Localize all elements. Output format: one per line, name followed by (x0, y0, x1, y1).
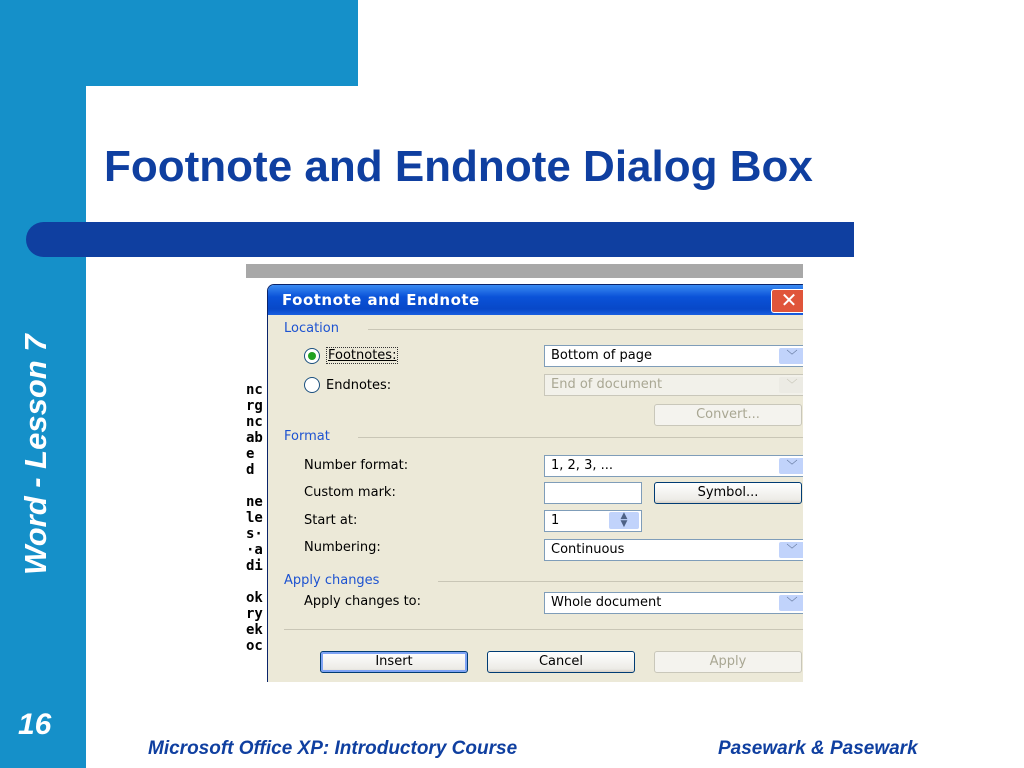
numbering-label: Numbering: (304, 540, 381, 555)
dialog-title: Footnote and Endnote (282, 291, 480, 309)
apply-to-value: Whole document (551, 595, 662, 610)
apply-group-label: Apply changes (284, 573, 387, 588)
close-icon[interactable]: ✕ (771, 289, 803, 313)
document-text-line: ek (246, 622, 263, 638)
footnote-endnote-dialog (267, 284, 803, 682)
document-text-line: ·a (246, 542, 263, 558)
number-format-label: Number format: (304, 458, 409, 473)
background-window-strip (246, 264, 803, 278)
location-group-rule (368, 329, 803, 330)
endnotes-location-value: End of document (551, 377, 663, 392)
chevron-down-icon[interactable]: ﹀ (779, 377, 803, 393)
endnotes-label: Endnotes: (326, 377, 392, 393)
start-at-value: 1 (551, 513, 560, 528)
footnotes-radio-row[interactable] (304, 347, 398, 364)
number-format-select[interactable] (544, 455, 803, 477)
footnotes-radio[interactable] (304, 348, 320, 364)
document-text-line: ry (246, 606, 263, 622)
footnotes-location-value: Bottom of page (551, 348, 652, 363)
apply-button[interactable]: Apply (654, 651, 802, 673)
format-group-label: Format (284, 429, 338, 444)
spinner-arrows-icon[interactable]: ▲ ▼ (609, 512, 639, 529)
document-text-line: s· (246, 526, 263, 542)
page-title: Footnote and Endnote Dialog Box (104, 142, 813, 191)
side-label: Word - Lesson 7 (18, 334, 53, 575)
start-at-label: Start at: (304, 513, 358, 528)
slide-number: 16 (18, 708, 52, 741)
endnotes-radio[interactable] (304, 377, 320, 393)
custom-mark-label: Custom mark: (304, 485, 396, 500)
format-group-rule (358, 437, 803, 438)
custom-mark-input[interactable] (544, 482, 642, 504)
footnotes-label (326, 347, 398, 364)
dialog-divider (284, 629, 803, 630)
top-band (0, 0, 358, 86)
document-text-line: ab (246, 430, 263, 446)
footer-course: Microsoft Office XP: Introductory Course (148, 738, 518, 759)
footnotes-location-select[interactable] (544, 345, 803, 367)
document-text-line: rg (246, 398, 263, 414)
document-text-line: d (246, 462, 255, 478)
footnotes-label-text: Footnotes: (328, 348, 397, 363)
chevron-down-icon[interactable]: ﹀ (779, 542, 803, 558)
endnotes-location-select[interactable] (544, 374, 803, 396)
document-text-line: ne (246, 494, 263, 510)
document-text-line: oc (246, 638, 263, 654)
convert-button[interactable]: Convert... (654, 404, 802, 426)
apply-to-select[interactable] (544, 592, 803, 614)
dialog-titlebar[interactable] (268, 285, 803, 315)
numbering-value: Continuous (551, 542, 625, 557)
document-text-line: e (246, 446, 255, 462)
numbering-select[interactable] (544, 539, 803, 561)
start-at-input[interactable] (544, 510, 642, 532)
document-text-line: le (246, 510, 263, 526)
document-text-line: di (246, 558, 263, 574)
document-text-line: nc (246, 382, 263, 398)
document-text-line: ok (246, 590, 263, 606)
footer-authors: Pasewark & Pasewark (718, 738, 918, 759)
chevron-down-icon[interactable]: ﹀ (779, 348, 803, 364)
document-text-line: nc (246, 414, 263, 430)
apply-group-rule (438, 581, 803, 582)
number-format-value: 1, 2, 3, ... (551, 458, 614, 473)
symbol-button[interactable]: Symbol... (654, 482, 802, 504)
apply-to-label: Apply changes to: (304, 594, 422, 609)
title-underline-bar (26, 222, 854, 257)
dialog-screenshot (246, 264, 803, 682)
endnotes-radio-row[interactable] (304, 377, 391, 393)
location-group-label: Location (284, 321, 347, 336)
insert-button[interactable]: Insert (320, 651, 468, 673)
cancel-button[interactable]: Cancel (487, 651, 635, 673)
chevron-down-icon[interactable]: ﹀ (779, 458, 803, 474)
chevron-down-icon[interactable]: ﹀ (779, 595, 803, 611)
